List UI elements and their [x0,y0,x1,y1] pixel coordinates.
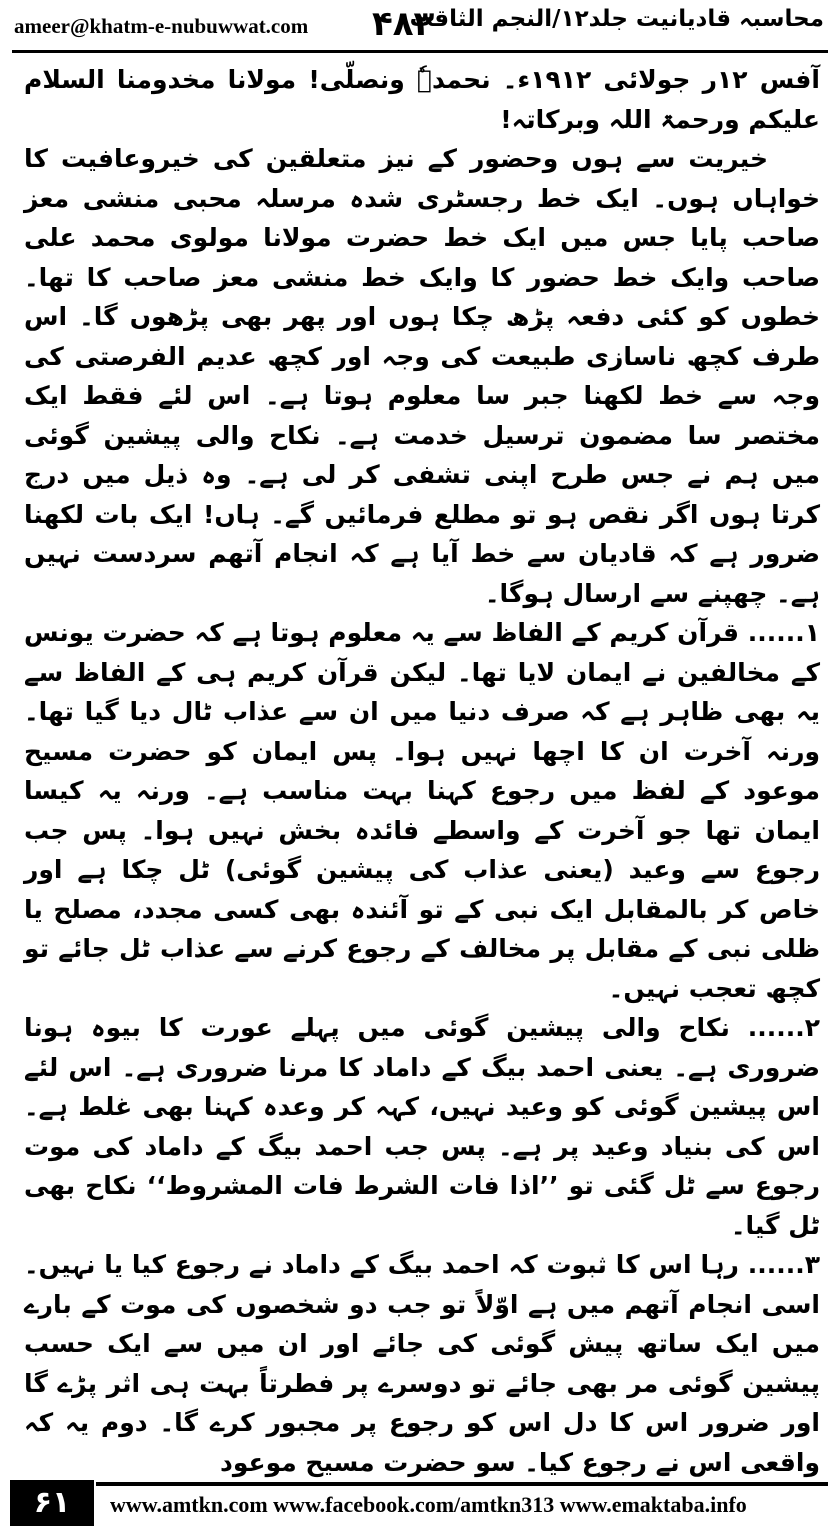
header-page-number: ۴۸۳ [372,4,435,44]
page-footer [0,1474,840,1540]
letter-opening: آفس ۱۲ر جولائی ۱۹۱۲ء۔ نحمدہٗ ونصلّی! مولانا مخدومنا السلام علیکم ورحمۃ اللہ وبرکاتہ! [24,65,820,134]
letter-paragraph: خیریت سے ہوں وحضور کے نیز متعلقین کی خیروعافیت کا خواہاں ہوں۔ ایک خط رجسٹری شدہ مرسلہ محبی منشی معز صاحب پایا جس میں ایک خط حضرت مولانا مولوی محمد علی صاحب وایک خط حضور کا وایک خط منشی معز صاحب کا تھا۔ خطوں کو کئی دفعہ پڑھ چکا ہوں اور پھر بھی پڑھوں گا۔ اس طرف کچھ ناسازی طبیعت کی وجہ اور کچھ عدیم الفرصتی کی وجہ سے خط لکھنا جبر سا معلوم ہوتا ہے۔ اس لئے فقط ایک مختصر سا مضمون ترسیل خدمت ہے۔ نکاح والی پیشین گوئی میں ہم نے جس طرح اپنی تشفی کر لی ہے۔ وہ ذیل میں درج کرتا ہوں اگر نقص ہو تو مطلع فرمائیں گے۔ ہاں! ایک بات لکھنا ضرور ہے کہ قادیان سے خط آیا ہے کہ انجام آتھم سردست نہیں ہے۔ چھپنے سے ارسال ہوگا۔ [24,144,820,608]
point-marker: ۳...... [747,1250,820,1279]
point-text: رہا اس کا ثبوت کہ احمد بیگ کے داماد نے رجوع کیا یا نہیں۔ اسی انجام آتھم میں ہے اوّلاً تو جب دو شخصوں کی موت کے بارے میں ایک ساتھ پیش گوئی کی جائے اور ان میں سے ایک حسب پیشین گوئی مر بھی جائے تو دوسرے پر فطرتاً بہت ہی اثر پڑے گا اور ضرور اس کا دل اس کو رجوع پر مجبور کرے گا۔ دوم یہ کہ واقعی اس نے رجوع کیا۔ سو حضرت مسیح موعود [24,1250,820,1477]
numbered-point-3 [24,1245,820,1482]
footer-links: www.amtkn.com www.facebook.com/amtkn313 www.emaktaba.info [110,1492,747,1517]
point-text: نکاح والی پیشین گوئی میں پہلے عورت کا بیوہ ہونا ضروری ہے۔ یعنی احمد بیگ کے داماد کا مرنا ضروری ہے۔ اس لئے اس پیشین گوئی کو وعید نہیں، کہہ کر وعدہ کہنا بھی غلط ہے۔ اس کی بنیاد وعید پر ہے۔ پس جب احمد بیگ کے داماد کی موت رجوع سے ٹل گئی تو ’’اذا فات الشرط فات المشروط‘‘ نکاح بھی ٹل گیا۔ [24,1013,820,1240]
point-marker: ۱...... [747,618,820,647]
numbered-point-1 [24,613,820,1008]
numbered-point-2 [24,1008,820,1245]
page-header [0,0,840,48]
header-email: ameer@khatm-e-nubuwwat.com [14,14,309,38]
page-body [24,60,820,1477]
footer-divider [96,1482,828,1486]
footer-page-badge: ۶۱ [10,1480,94,1526]
point-marker: ۲...... [747,1013,820,1042]
header-divider [12,50,828,53]
header-book-title: محاسبہ قادیانیت جلد۱۲/النجم الثاقب [409,6,824,32]
point-text: قرآن کریم کے الفاظ سے یہ معلوم ہوتا ہے کہ حضرت یونس کے مخالفین نے ایمان لایا تھا۔ لیکن قرآن کریم ہی کے الفاظ سے یہ بھی ظاہر ہے کہ صرف دنیا میں ان سے عذاب ٹال دیا گیا تھا۔ ورنہ آخرت ان کا اچھا نہیں ہوا۔ پس ایمان کو حضرت مسیح موعود کے لفظ میں رجوع کہنا بہت مناسب ہے۔ ورنہ یہ کیسا ایمان تھا جو آخرت کے واسطے فائدہ بخش نہیں ہوا۔ پس جب رجوع سے وعید (یعنی عذاب کی پیشین گوئی) ٹل چکا ہے اور خاص کر بالمقابل ایک نبی کے تو آئندہ بھی کسی مجدد، مصلح یا ظلی نبی کے مقابل پر مخالف کے رجوع کرنے سے عذاب ٹل جائے تو کچھ تعجب نہیں۔ [24,618,820,1003]
